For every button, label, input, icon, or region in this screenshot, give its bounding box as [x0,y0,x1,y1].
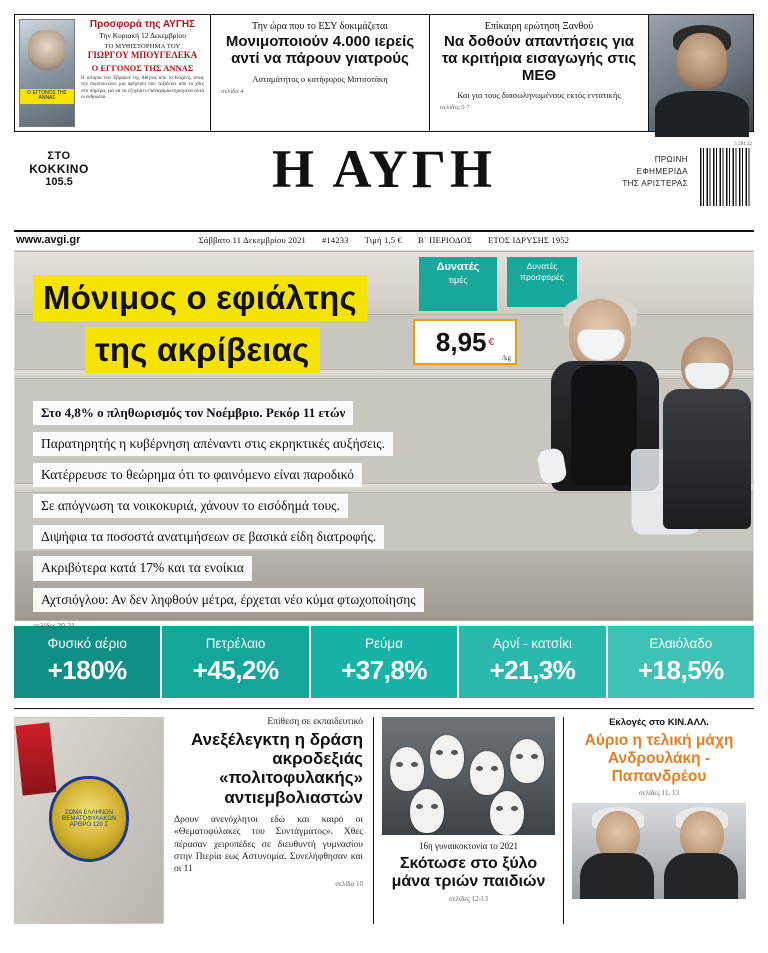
book-offer-text [79,19,206,127]
price-box-electricity-label: Ρεύμα [365,636,404,651]
lead-bullet-5: Διψήφια τα ποσοστά ανατιμήσεων σε βασικά είδη διατροφής. [33,525,384,549]
masks-protest-photo [382,717,555,835]
price-box-lamb-label: Αρνί - κατσίκι [492,636,572,651]
lead-bullet-7: Αχτσιόγλου: Αν δεν ληφθούν μέτρα, έρχεται νέο κύμα φτωχοποίησης [33,588,424,612]
top-story-2-headline: Να δοθούν απαντήσεις για τα κριτήρια εισαγωγής στις ΜΕΘ [441,33,637,84]
bottom-section [14,708,754,924]
white-mask-icon [430,735,464,779]
top-story-1-subhead: Ασταμάτητος ο κατήφορος Μπτσοτάκη [252,73,388,84]
price-box-gas-label: Φυσικό αέριο [47,636,127,651]
top-story-2[interactable] [430,15,649,131]
ad-author: ΓΙΩΡΓΟΥ ΜΠΟΥΓΕΛΕΚΑ [87,50,198,61]
militia-photo [14,717,164,924]
issue-number: #14233 [321,235,349,245]
emblem-label: ΣΩΜΑ ΕΛΛΗΝΩΝ ΘΕΜΑΤΟΦΥΛΑΚΩΝ ΑΡΘΡΟ 120 Σ [61,810,117,828]
politician-figure-left [580,807,654,899]
top-story-2-page-ref: σελίδες 5-7 [440,104,470,112]
price-box-oil-label: Πετρέλαιο [205,636,266,651]
lead-story[interactable] [14,250,754,630]
radio-frequency: 105.5 [45,176,73,188]
tagline-line-1: ΠΡΩΙΝΗ [654,155,688,164]
lead-bullet-2: Παρατηρητής η κυβέρνηση απέναντι στις εκρηκτικές αυξήσεις. [33,432,393,456]
lead-page-ref: σελίδες 20-21 [33,620,75,630]
price-increase-boxes [14,626,754,698]
bottom-story-right[interactable] [564,717,754,924]
masthead-tagline [622,154,688,190]
bottom-right-kicker: Εκλογές στο ΚΙΝ.ΑΛΛ. [609,717,709,728]
top-story-1-page-ref: σελίδα 4 [221,87,244,95]
politician-right-body [664,853,738,899]
price-box-oliveoil [608,626,754,698]
ad-book-title: Ο ΕΓΓΟΝΟΣ ΤΗΣ ΑΝΝΑΣ [91,62,194,73]
bottom-right-headline: Αύριο η τελική μάχη Ανδρουλάκη - Παπανδρέου [584,732,734,785]
price-box-oil-value: +45,2% [192,655,279,685]
barcode-number: 5 291 22 [734,142,752,147]
price-tag-unit: /kg [502,354,511,362]
masthead-info-line [14,232,754,250]
white-mask-icon [510,739,544,783]
barcode-icon [700,148,752,206]
bystander-torso [663,389,751,529]
top-strip [14,14,754,132]
price-tag-currency: € [488,336,495,348]
bottom-left-page-ref: σελίδα 10 [335,879,363,888]
emblem-icon [49,776,129,862]
founding-year: ΕΤΟΣ ΙΔΡΥΣΗΣ 1952 [488,235,570,245]
newspaper-title: Η ΑΥΓΗ [272,139,496,199]
book-offer-ad[interactable] [15,15,211,131]
price-box-electricity-value: +37,8% [341,655,427,685]
tagline-line-2: ΕΦΗΜΕΡΙΔΑ [636,167,688,176]
store-sign-b-line2: προσφορές [520,271,564,282]
ad-date-line: Την Κυριακή 12 Δεκεμβρίου [99,30,186,40]
book-cover-ribbon-title: Ο ΕΓΓΟΝΟΣ ΤΗΣ ΑΝΝΑΣ [20,89,74,105]
politician-left-body [580,853,654,899]
price-tag [413,319,517,365]
book-cover-image [19,19,75,127]
book-cover-face [28,30,66,70]
white-mask-icon [470,751,504,795]
top-story-1-kicker: Την ώρα που το ΕΣΥ δοκιμάζεται [252,21,388,32]
issue-period: Β΄ ΠΕΡΙΟΔΟΣ [418,235,473,245]
lead-headline-line-1: Μόνιμος ο εφιάλτης [33,275,367,321]
price-box-oliveoil-label: Ελαιόλαδο [649,636,713,651]
lead-bullet-list [33,401,473,630]
white-mask-icon [490,791,524,835]
bottom-middle-page-ref: σελίδες 12-13 [448,895,489,904]
store-sign-a [419,257,497,311]
radio-line1: ΣΤΟ [47,150,71,162]
shopper-vest [571,365,637,485]
lead-bullet-1: Στο 4,8% ο πληθωρισμός τον Νοέμβριο. Ρεκόρ 11 ετών [33,401,353,425]
bottom-story-middle[interactable] [374,717,564,924]
bottom-story-left[interactable] [164,717,374,924]
bottom-left-kicker: Επίθεση σε εκπαιδευτικό [267,717,363,727]
bottom-left-body: Δρουν ανενόχλητοι εδώ και καιρό οι «Θεματοφύλακες του Συντάγματος». Χθες πέρασαν χειροπέδες σε διευθυντή γυμνασίου στην Πιερία εως Αστυνομία. Συνελήφθησαν και οι 11 [174,814,363,875]
lead-headline [33,275,367,373]
bottom-right-page-ref: σελίδες 11, 13 [639,788,679,797]
lead-headline-line-2: της ακρίβειας [85,327,320,373]
ad-offer-line: Προσφορά της ΑΥΓΗΣ [89,19,196,30]
portrait-face [677,33,727,89]
lead-bullet-4: Σε απόγνωση τα νοικοκυριά, χάνουν το εισόδημά τους. [33,494,348,518]
price-tag-value: 8,95 [435,326,487,357]
bottom-middle-headline: Σκότωσε στο ξύλο μάνα τριών παιδιών [391,855,546,891]
white-mask-icon [410,789,444,833]
ad-blurb: Η ιστορία των Εβραίων της Αθήνας από το Κοζάνη, όπως την συμπυκνώνει μια αφήγηση που ταξιδεύει από το χθες στο σήμερα, για να τα εξηγήσει επαναχαρακτηρισμένα αυτά οι ανθρώποι. [81,75,204,101]
top-story-1[interactable] [211,15,430,131]
radio-station-logo[interactable] [16,150,102,188]
politician-figure-right [664,807,738,899]
tagline-line-3: ΤΗΣ ΑΡΙΣΤΕΡΑΣ [622,179,688,188]
issue-price: Τιμή 1,5 € [364,235,402,245]
top-story-1-headline: Μονιμοποιούν 4.000 ιερείς αντί να πάρουν γιατρούς [225,33,415,67]
radio-line2: ΚΟΚΚΙΝΟ [29,162,89,176]
price-box-oliveoil-value: +18,5% [637,655,724,685]
bystander-figure [659,337,751,523]
ad-kicker: ΤΟ ΜΥΘΙΣΤΟΡΗΜΑ ΤΟΥ [104,42,181,50]
lead-bullet-3: Κατέρρευσε το θεώρημα ότι το φαινόμενο είναι παροδικό [33,463,362,487]
lead-bullet-6: Ακριβότερα κατά 17% και τα ενοίκια [33,556,252,580]
website-link[interactable]: www.avgi.gr [16,234,81,246]
top-story-2-subhead: Και για τους διασωληνωμένους εκτός εντατικής [457,90,621,101]
price-box-lamb-value: +21,3% [489,655,576,685]
bottom-middle-caption: 16η γυναικοκτονία το 2021 [419,841,518,851]
top-story-2-kicker: Επίκαιρη ερώτηση Ξανθού [484,21,594,32]
price-box-gas [14,626,160,698]
bottom-left-headline: Ανεξέλεγκτη η δράση ακροδεξιάς «πολιτοφυλακής» αντιεμβολιαστών [191,730,363,807]
politicians-photo [572,803,746,899]
store-sign-b-line1: Δυνατές [526,261,558,271]
white-mask-icon [390,747,424,791]
top-story-2-portrait-photo [649,15,753,131]
masthead [14,132,754,224]
price-box-lamb [459,626,605,698]
flag-icon [15,722,56,795]
store-sign-a-line1: Δυνατές [436,261,480,273]
price-box-oil [162,626,308,698]
portrait-body [655,91,749,137]
store-sign-a-line2: τιμές [448,274,468,285]
issue-date: Σάββατο 11 Δεκεμβρίου 2021 [198,235,306,245]
price-box-electricity [311,626,457,698]
price-box-gas-value: +180% [47,655,127,685]
